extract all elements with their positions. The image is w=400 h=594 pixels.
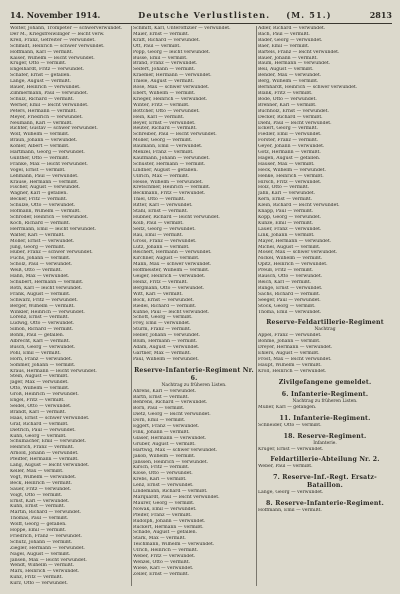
list-entry: Krüger, Ernst — verwundet. (258, 446, 324, 452)
list-entry: Jung, Georg — vermißt. (10, 244, 66, 250)
list-entry: Förster, Franz — vermißt. (258, 138, 319, 144)
list-entry: Dorn, Emil — vermißt. (133, 418, 186, 424)
list-entry: Seifert, Johann — vermißt. (133, 67, 196, 73)
list-entry: Stein, August — vermißt. (10, 374, 69, 380)
list-entry: Marx, Heinrich — verwundet. (10, 569, 80, 575)
list-entry: Schuster, Hermann — vermißt. (133, 161, 206, 167)
list-entry: Nickel, Wilhelm — vermißt. (258, 256, 323, 262)
list-entry: Kurz, Otto — verwundet. (10, 581, 68, 587)
list-entry: Bernhardt, Heinrich — schwer verwundet. (258, 85, 358, 91)
list-entry: Pohl, Emil — vermißt. (10, 350, 61, 356)
list-entry: Kaufmann, Johann — verwundet. (133, 155, 210, 161)
list-entry: Schulz, Richard — vermißt. (10, 96, 75, 102)
list-entry: Lutz, Johann — vermißt. (133, 244, 190, 250)
header-title (138, 10, 331, 20)
list-entry: Keller, Max — vermißt. (10, 468, 64, 474)
list-entry: Geyer, Johann — verwundet. (258, 144, 325, 150)
list-entry: Maier, Ernst — vermißt. (133, 31, 190, 37)
list-entry: Ott, Paul — vermißt. (133, 43, 181, 49)
list-entry: Peters, Hermann — vermißt. (10, 108, 77, 114)
list-entry: Gross, Franz — verwundet. (133, 238, 197, 244)
list-entry: Voigt, Otto — vermißt. (10, 492, 63, 498)
list-entry: Lorenz, Ernst — vermißt. (10, 315, 69, 321)
list-entry: Frey, Emil — verwundet. (133, 321, 191, 327)
list-entry: Kopp, Georg — verwundet. (258, 215, 322, 220)
list-entry: Heinrich, Franz — vermißt. (10, 445, 74, 451)
list-entry: Hirsch, Fritz — verwundet. (258, 179, 322, 185)
list-entry: Sommer, Johann — vermißt. (10, 362, 76, 368)
list-entry: Blum, Hermann — vermißt. (133, 339, 198, 345)
section-title: 7. Reserve-Inf.-Regt. Ersatz-Bataillon. (273, 474, 377, 490)
list-entry: Blank, Fritz — vermißt. (258, 90, 313, 96)
list-entry: Kern, Ernst — vermißt. (258, 197, 313, 203)
list-entry: Heck, Wilhelm — verwundet. (258, 167, 326, 173)
list-entry: Seidel, Otto — verwundet. (10, 404, 72, 409)
list-entry: Seeger, Paul — verwundet. (258, 297, 321, 303)
list-entry: Thiel, Otto — vermißt. (133, 197, 186, 203)
list-entry: Becker, Fritz — vermißt. (10, 197, 68, 203)
list-entry: Kirsch, Fritz — vermißt. (133, 465, 190, 471)
header-rule (10, 23, 392, 24)
list-entry: Runge, Ernst — verwundet. (258, 285, 323, 291)
list-entry: Hübner, Richard — leicht verwundet. (133, 215, 220, 220)
list-entry: Weiß, Otto — vermißt. (10, 268, 62, 274)
list-entry: Eckert, Georg — vermißt. (258, 126, 318, 132)
list-entry: Brandt, Karl — vermißt. (10, 409, 67, 415)
list-entry: Marquardt, Paul — leicht verwundet. (133, 494, 220, 500)
list-entry: Busch, Georg — verwundet. (10, 344, 76, 350)
list-entry: Sturm, Franz — vermißt. (133, 327, 192, 333)
list-entry: Bauer, Johann — vermißt. (258, 55, 318, 61)
list-entry: Behrens, Richard — verwundet. (133, 400, 208, 406)
list-entry: Wolff, Georg — gefallen. (10, 522, 67, 528)
list-entry: Maurer, Georg — vermißt. (133, 500, 195, 506)
list-entry: Glaser, Hermann — verwundet. (133, 435, 207, 441)
list-entry: Wolter, Johann, Trompeter — schwerverwundet. (10, 26, 123, 31)
list-entry: Brand, Franz — verwundet. (133, 61, 198, 67)
list-entry: Simon, Richard — vermißt. (10, 327, 74, 333)
list-entry: Beyer, Ernst — verwundet. (133, 120, 196, 126)
list-entry: Möller, Georg — vermißt. (133, 138, 193, 144)
list-entry: Stock, Georg — vermißt. (258, 303, 316, 309)
section-title: 8. Reserve-Infanterie-Regiment. (266, 500, 384, 508)
list-entry: Böttcher, Otto — verwundet. (133, 108, 200, 114)
list-entry: Rudolph, Johann — verwundet. (133, 518, 206, 524)
section-subtitle: Infanterie. (313, 440, 337, 446)
list-entry: Zimmermann, Paul — verwundet. (10, 90, 89, 96)
list-entry: Link, Johann — vermißt. (258, 232, 315, 238)
list-entry: Fischer, August — verwundet. (10, 185, 81, 191)
list-entry: Scholz, Paul — verwundet. (10, 262, 73, 268)
list-entry: Hesse, Wilhelm — verwundet. (133, 179, 203, 185)
list-entry: Winkler, Heinrich — verwundet. (10, 309, 85, 315)
list-entry: Reuter, Richard — vermißt. (133, 126, 197, 132)
list-entry: Schütz, Johann — vermißt. (10, 539, 73, 545)
list-entry: Rau, Emil — vermißt. (133, 232, 184, 238)
section-title: Zivilgefangene gemeldet. (278, 378, 372, 386)
list-entry: Götz, Hermann — vermißt. (258, 150, 321, 156)
list-entry: Horn, Franz — verwundet. (10, 356, 73, 362)
list-entry: Lange, August — vermißt. (10, 79, 71, 85)
list-entry: Schreiber, Paul — leicht verwundet. (133, 132, 217, 138)
list-entry: Seitz, Georg — verwundet. (133, 226, 196, 232)
list-entry: Bauer, Heinrich — verwundet. (10, 85, 81, 91)
list-entry: Thomas, Paul — vermißt. (10, 516, 69, 522)
list-entry: Kirchner, August — vermißt. (133, 256, 200, 262)
list-entry: Kunz, Fritz — vermißt. (10, 575, 63, 581)
column-left (10, 26, 130, 588)
list-entry: Krell, Franz, Gefreiter — verwundet. (10, 37, 96, 43)
list-entry: Martin, Richard — verwundet. (10, 510, 82, 516)
list-entry: Franke, Max — leicht verwundet. (10, 161, 88, 167)
list-entry: Koch, Richard — vermißt. (10, 220, 71, 226)
list-entry: Wendt, Wilhelm — vermißt. (10, 563, 75, 569)
list-entry: Fiedler, Emil — verwundet. (258, 132, 322, 138)
list-entry: Arnold, Johann — verwundet. (10, 451, 79, 457)
list-entry: Lang, August — leicht verwundet. (10, 463, 90, 469)
list-entry: Schneider, Otto — vermißt. (258, 422, 322, 428)
list-entry: Schumacher, Emil — verwundet. (10, 439, 87, 445)
list-entry: Hoffmann, Emil — vermißt. (258, 508, 322, 514)
list-entry: Der M., Kriegsfreiwilliger — leicht verw. (10, 31, 105, 37)
list-entry: Jahn, Karl — verwundet. (258, 191, 316, 197)
list-entry: Appel, Franz — verwundet. (258, 333, 322, 339)
list-entry: Ritter, Karl — verwundet. (133, 203, 193, 209)
list-entry: Schulze, Otto — verwundet. (10, 203, 76, 209)
list-entry: Opitz, Heinrich — verwundet. (258, 262, 328, 268)
list-entry: Lauer, Franz — verwundet. (258, 226, 322, 232)
section-title: 11. Infanterie-Regiment. (279, 414, 371, 422)
list-entry: Otto, Wilhelm — vermißt. (10, 386, 70, 392)
page-header (10, 8, 392, 22)
list-entry: Hahn, Max — verwundet. (10, 274, 70, 280)
list-entry: Schröder, Heinrich — verwundet. (10, 215, 89, 220)
list-entry: Rose, Max — schwer verwundet. (133, 85, 210, 91)
list-entry: Ehlers, August — vermißt. (258, 351, 320, 357)
list-entry: Reich, Karl — vermißt. (258, 279, 312, 285)
list-entry: Hartwig, Max — schwer verwundet. (133, 447, 218, 453)
list-entry: Bender, Max — verwundet. (258, 73, 322, 79)
list-entry: Berger, Wilhelm — vermißt. (10, 303, 75, 309)
column-middle (133, 26, 255, 588)
list-entry: Hartmann, Georg — verwundet. (10, 150, 85, 156)
list-entry: Nowak, Emil — verwundet. (133, 506, 197, 512)
list-entry: Schäfer, Ernst — gefallen. (10, 73, 71, 79)
list-entry: Möller, Ernst — verwundet. (10, 238, 75, 244)
list-entry: Pfeiffer, Hermann — vermißt. (10, 457, 79, 463)
list-entry: Sachs, Richard — vermißt. (258, 291, 321, 297)
list-entry: Decker, Richard — vermißt. (258, 114, 323, 120)
list-entry: Schwarz, Fritz — verwundet. (10, 297, 78, 303)
list-entry: Groß, Heinrich — verwundet. (10, 392, 79, 398)
list-entry: Fuchs, Johann — vermißt. (10, 256, 71, 262)
section-title: Reserve-Infanterie-Regiment Nr. 6. (134, 366, 254, 382)
list-entry: Lindemann, Richard — vermißt. (133, 489, 208, 495)
list-entry: Lenz, Ernst — verwundet. (133, 483, 194, 489)
list-entry: Holz, Otto — vermißt. (258, 185, 310, 191)
list-entry: Bader, Georg — verwundet. (258, 37, 323, 43)
list-entry: Rausch, Otto — verwundet. (258, 274, 323, 280)
list-entry: Nagel, August — vermißt. (10, 551, 71, 557)
list-entry: Ullrich, Max — vermißt. (133, 173, 190, 179)
list-entry: Jakob, Wilhelm — vermißt. (133, 453, 196, 459)
list-entry: Ludwig, Otto — verwundet. (10, 321, 75, 327)
list-entry: Mann, Max — schwer verwundet. (133, 262, 212, 268)
list-entry: Weber, Fritz — verwundet. (133, 554, 196, 560)
list-entry: Mayer, Hermann — verwundet. (258, 238, 332, 244)
list-entry: Walter, Karl — vermißt. (10, 232, 65, 238)
list-entry: Jäger, Max — verwundet. (10, 380, 69, 386)
list-entry: Knapp, Paul — vermißt. (258, 209, 314, 215)
column-divider (256, 26, 257, 586)
list-entry: Baer, Emil — vermißt. (258, 43, 310, 49)
list-entry: Schade, August — gefallen. (133, 530, 198, 536)
list-entry: Hoffmeister, Wilhelm — vermißt. (133, 268, 210, 274)
list-entry: Müller, Karl — gefangen. (258, 404, 317, 410)
list-entry: Stahl, Ernst — vermißt. (133, 209, 189, 215)
list-entry: Lindner, August — gefallen. (133, 167, 198, 173)
list-entry: Kühn, Georg — vermißt. (10, 433, 67, 439)
list-entry: Haas, Ernst — schwer verwundet. (10, 415, 90, 421)
list-entry: Herrmann, Emil — leicht verwundet. (10, 226, 97, 232)
list-entry: Buchholz, Ernst — verwundet. (258, 108, 329, 114)
list-entry: Diehl, Paul — leicht verwundet. (258, 120, 332, 126)
list-entry: Weber, Paul — vermißt. (258, 464, 313, 470)
list-entry: Klein, Richard — leicht verwundet. (258, 203, 340, 209)
list-entry: Adam, August — verwundet. (133, 344, 200, 350)
list-entry: Gruber, August — vermißt. (133, 441, 196, 447)
list-entry: Vogel, Ernst — vermißt. (10, 167, 66, 173)
list-entry: Hofmann, Wilhelm — vermißt. (10, 209, 81, 215)
list-entry: Neumann, Karl — vermißt. (10, 120, 73, 126)
list-entry: Bode, Otto — verwundet. (258, 96, 317, 102)
list-entry: Albrecht, Karl — vermißt. (10, 339, 70, 345)
list-entry: Teichmann, Wilhelm — verwundet. (133, 542, 215, 548)
list-entry: Böhm, Paul — gefallen. (10, 333, 65, 339)
list-entry: Kaiser, Wilhelm — leicht verwundet. (10, 55, 95, 61)
list-entry: Riedel, Richard — vermißt. (133, 303, 197, 309)
list-entry: Kraemer, Hermann — verwundet. (133, 73, 212, 79)
list-entry: Zeller, Ernst — vermißt. (133, 571, 190, 577)
list-entry: Krieger, Heinrich — verwundet. (133, 96, 208, 102)
list-entry: Hagen, August — gefallen. (258, 155, 321, 161)
list-entry: Kretschmer, Heinrich — vermißt. (133, 185, 211, 191)
page-number: 2813 (369, 10, 392, 20)
list-entry: Gärtner, Max — vermißt. (133, 350, 191, 356)
section-title: Feldartillerie-Abteilung Nr. 2. (270, 456, 380, 464)
list-entry: Bartels, Franz — leicht verwundet. (258, 49, 340, 55)
list-entry: Köhler, Albert — vermißt. (10, 144, 70, 150)
list-entry: Vogt, Wilhelm — verwundet. (10, 474, 77, 480)
list-entry: Hauser, Max — vermißt. (258, 161, 315, 167)
list-entry: Lehmann, Paul — verwundet. (10, 173, 79, 179)
issue-number: (M. 51.) (286, 10, 332, 20)
list-entry: Kraft, Richard — verwundet. (133, 37, 201, 43)
list-entry: Graf, Richard — vermißt. (10, 421, 69, 427)
list-entry: Klose, Otto — verwundet. (133, 471, 193, 477)
list-entry: Paul, Wilhelm — verwundet. (133, 356, 199, 362)
list-entry: Kraus, Hermann — leicht verwundet. (10, 368, 97, 374)
list-entry: Hoppe, Emil — vermißt. (10, 528, 67, 534)
list-entry: Kühne, Paul — leicht verwundet. (133, 309, 210, 315)
list-entry: Engel, Fritz — vermißt. (10, 398, 65, 404)
list-entry: Baum, Hermann — verwundet. (258, 61, 331, 67)
list-entry: Meyer, Friedrich — verwundet. (10, 114, 83, 120)
list-entry: Schubert, Hermann — vermißt. (10, 279, 84, 285)
list-entry: Adler, Richard — verwundet. (258, 26, 326, 31)
list-entry: Busse, Emil — vermißt. (133, 55, 188, 61)
list-entry: Dietrich, Paul — verwundet. (10, 427, 76, 433)
list-entry: Hein, Karl — vermißt. (133, 114, 185, 120)
list-entry: Frank, August — vermißt. (10, 291, 71, 297)
list-entry: Bach, Paul — vermißt. (258, 31, 310, 37)
list-entry: Winter, Fritz — vermißt. (133, 102, 190, 108)
column-divider (131, 26, 132, 586)
list-entry: Kunze, Emil — vermißt. (258, 220, 314, 226)
list-entry: Ziegler, Hermann — verwundet. (10, 545, 85, 551)
section-subtitle: Nachtrag (314, 327, 336, 333)
list-entry: Born, Paul — vermißt. (133, 406, 185, 412)
list-entry: Schott, Georg — vermißt. (133, 315, 193, 321)
list-entry: Bock, Ernst — verwundet. (133, 297, 194, 303)
list-entry: Böhme, Johann — vermißt. (258, 339, 321, 345)
column-right (258, 26, 392, 588)
list-entry: Krause, Hermann — vermißt. (10, 179, 79, 185)
list-entry: Beckmann, Fritz — verwundet. (133, 191, 206, 197)
list-entry: Schmidt, Heinrich — schwer verwundet. (10, 43, 105, 49)
list-entry: Dietz, Georg — leicht verwundet. (133, 412, 211, 418)
list-entry: Hoffmann, Karl — vermißt. (10, 49, 74, 55)
list-entry: Lange, Georg — verwundet. (258, 490, 324, 496)
list-entry: Fink, Johann — vermißt. (133, 430, 190, 435)
list-entry: Haupt, Wilhelm — vermißt. (258, 362, 322, 368)
list-entry: Braun, Johann — verwundet. (10, 138, 78, 144)
list-entry: Krebs, Karl — vermißt. (133, 477, 187, 483)
list-entry: Ebert, Wilhelm — vermißt. (133, 90, 196, 96)
list-entry: Schmitt, Karl, Unteroffizier — verwundet. (133, 26, 231, 31)
list-entry: Günther, Otto — vermißt. (10, 155, 70, 161)
list-entry: Thiele, August — vermißt. (133, 79, 194, 85)
list-entry: Werner, Emil — leicht verwundet. (10, 102, 89, 108)
list-entry: Beil, August — vermißt. (258, 67, 314, 73)
list-entry: Ulrich, Heinrich — vermißt. (133, 548, 199, 554)
publication-title: Deutsche Verlustlisten. (138, 10, 271, 20)
list-entry: Ernst, Karl — verwundet. (10, 498, 70, 504)
list-entry: Jansen, Max — leicht verwundet. (10, 557, 87, 563)
section-title: 6. Infanterie-Regiment. (281, 390, 369, 398)
list-entry: Reichert, Hermann — verwundet. (133, 250, 212, 256)
list-entry: Wolf, Wilhelm — vermißt. (10, 132, 70, 138)
list-entry: Rückert, Hermann — vermißt. (133, 524, 204, 530)
section-title: 18. Reserve-Regiment. (283, 432, 367, 440)
list-entry: Sauer, Fritz — verwundet. (10, 486, 72, 492)
list-entry: Friedrich, Franz — verwundet. (10, 533, 82, 539)
list-entry: Menzel, Franz — vermißt. (133, 150, 194, 156)
list-entry: Berg, Wilhelm — vermißt. (258, 79, 319, 85)
list-entry: Krüger, Otto — vermißt. (10, 61, 67, 67)
list-entry: Ahrens, Karl — verwundet. (133, 388, 197, 394)
list-entry: Barth, Ernst — vermißt. (133, 394, 189, 400)
list-entry: Thoma, Emil — verwundet. (258, 309, 322, 315)
list-entry: Kroll, Heinrich — verwundet. (258, 368, 327, 374)
list-entry: Moser, Max — schwer verwundet. (258, 250, 338, 256)
list-entry: Preuß, Fritz — vermißt. (258, 268, 314, 274)
list-entry: Beck, Heinrich — vermißt. (10, 480, 72, 486)
list-entry: Engelhardt, Fritz — verwundet. (10, 67, 84, 73)
list-entry: Geiger, Heinrich — verwundet. (133, 274, 206, 280)
list-entry: Brenner, Karl — vermißt. (258, 102, 317, 108)
list-entry: Huber, Franz — schwer verwundet. (10, 250, 93, 256)
list-entry: Richter, Gustav — schwer verwundet. (10, 126, 98, 132)
list-entry: Frost, Max — leicht verwundet. (258, 357, 332, 363)
section-subtitle: Nachtrag zu früheren Listen. (161, 382, 227, 388)
list-entry: Bergmann, Otto — verwundet. (133, 285, 205, 291)
list-entry: Henke, Heinrich — vermißt. (258, 173, 324, 179)
list-entry: Michel, August — vermißt. (258, 244, 321, 250)
list-entry: Kuhn, Ernst — vermißt. (10, 504, 66, 510)
list-entry: Wagner, Karl — gefallen. (10, 191, 68, 197)
list-entry: Witt, Karl — vermißt. (133, 291, 183, 297)
section-title: Reserve-Feldartillerie-Regiment (266, 319, 384, 327)
list-entry: Heller, Johann — verwundet. (133, 333, 201, 339)
section-subtitle: Nachtrag zu früheren Listen. (292, 398, 358, 404)
list-entry: Baumann, Emil — verwundet. (133, 144, 203, 150)
list-entry: Eggert, Franz — verwundet. (133, 424, 200, 430)
list-entry: Popp, Georg — leicht verwundet. (133, 49, 211, 55)
list-entry: Dreyer, Hermann — verwundet. (258, 345, 333, 351)
header-date: 14. November 1914. (10, 10, 101, 20)
list-entry: Roth, Karl — leicht verwundet. (10, 285, 83, 291)
list-entry: Stark, Max — vermißt. (133, 536, 186, 542)
list-entry: Janssen, Heinrich — verwundet. (133, 459, 209, 465)
list-entry: Heinz, Fritz — vermißt. (133, 279, 188, 285)
list-entry: Wenzel, Otto — vermißt. (133, 559, 190, 565)
list-entry: Wiese, Karl — verwundet. (133, 565, 194, 571)
list-entry: Pfeifer, Franz — vermißt. (133, 512, 192, 518)
list-entry: Kolb, Paul — vermißt. (133, 220, 184, 226)
